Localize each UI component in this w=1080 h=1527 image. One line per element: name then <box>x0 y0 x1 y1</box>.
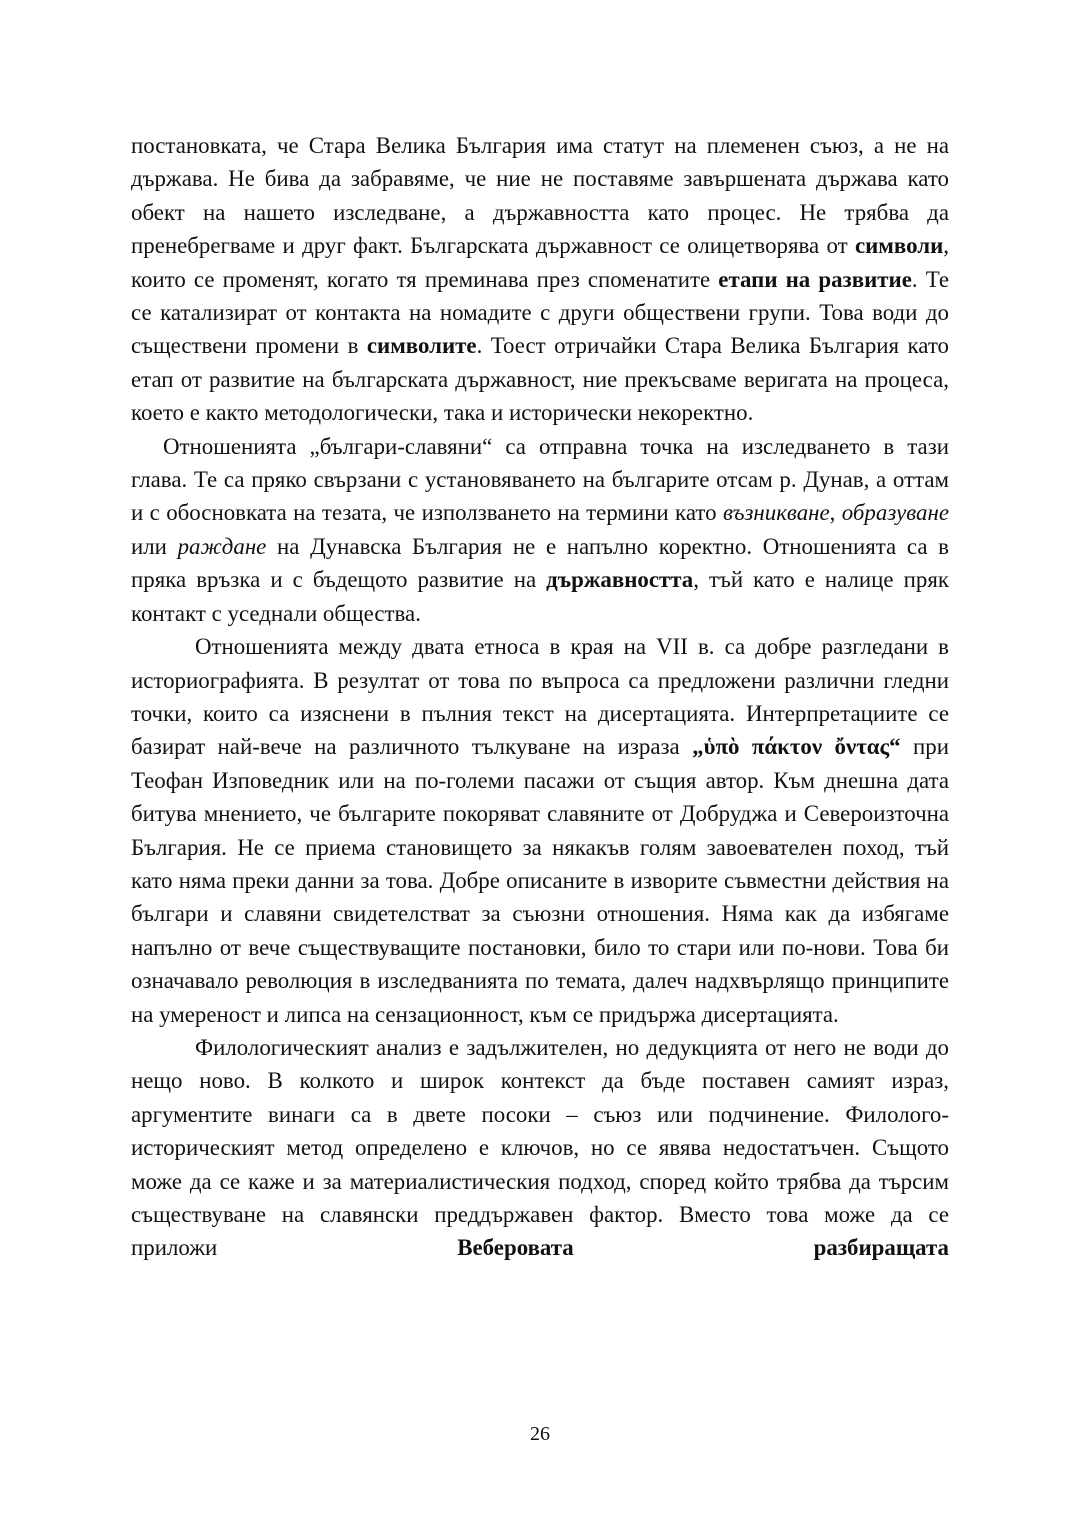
text-run: . Те се катализират от контакта на номадите с други обществени групи. Това води до съществени промени в <box>131 266 949 359</box>
bold-term: символи <box>854 233 944 259</box>
text-run: . Тоест отричайки Стара Велика България като етап от развитие на българската държавност, ние прекъсваме веригата на процеса, което е както методологически, така и исторически некоректно. <box>131 333 949 426</box>
text-run: , които се променят, когато тя преминава през споменатите <box>131 233 949 292</box>
text-run: на Дунавска България не е напълно коректно. Отношенията са в пряка връзка и с бъдещото развитие на <box>131 533 949 593</box>
page-number: 26 <box>530 1423 550 1445</box>
paragraph <box>131 430 949 630</box>
text-run: при Теофан Изповедник или на по-големи пасажи от същия автор. Към днешна дата битува мнението, че българите покоряват славяните от Добруджа и Североизточна България. Не се приема становището за някакъв голям завоевателен поход, тъй като няма преки данни за това. Добре описаните в изворите съвместни действия на българи и славяни свидетелстват за съюзни отношения. Няма как да избягаме напълно от вече съществуващите постановки, било то стари или по-нови. Това би означавало революция в изследванията по темата, далеч надхвърлящо принципите на умереност и липса на сензационност, към се придържа дисертацията. <box>131 734 949 1027</box>
text-run: Филологическият анализ е задължителен, но дедукцията от него не води до нещо ново. В колкото и широк контекст да бъде поставен самият израз, аргументите винаги са в двете посоки – съюз или подчинение. Филолого-историческият метод определено е ключов, но се явява недостатъчен. Същото може да се каже и за материалистическия подход, според който трябва да търсим съществуване на славянски преддържавен фактор. Вместо това може да се приложи <box>131 1034 949 1261</box>
text-run: , <box>829 500 842 526</box>
text-run: или <box>131 533 178 559</box>
italic-term: възникване <box>722 500 830 526</box>
text-run: постановката, че Стара Велика България има статут на племенен съюз, а не на държава. Не бива да забравяме, че ние не поставяме завършената държава като обект на нашето изследване, а държавността като процес. Не трябва да пренебрегваме и друг факт. Българската държавност се олицетворява от <box>131 133 949 259</box>
italic-term: образуване <box>841 500 950 526</box>
body-text <box>131 129 949 1265</box>
text-run: , тъй като е налице пряк контакт с уседнали общества. <box>131 567 949 626</box>
bold-term: Веберовата разбиращата <box>457 1235 949 1261</box>
text-run: Отношенията между двата етноса в края на VII в. са добре разгледани в историографията. В резултат от това по въпроса са предложени различни гледни точки, които са изяснени в пълния текст на дисертацията. Интерпретациите се базират най-вече на различното тълкуване на израза <box>131 634 949 760</box>
bold-term: символите <box>366 333 477 359</box>
bold-term: етапи на развитие <box>718 266 912 292</box>
italic-term: раждане <box>177 533 267 559</box>
bold-term: „ὑπὸ πάκτον ὄντας“ <box>692 734 901 760</box>
text-run: Отношенията „българи-славяни“ са отправна точка на изследването в тази глава. Те са пряко свързани с установяването на българите отсам р. Дунав, а оттам и с обосновката на тезата, че използването на термини като <box>131 433 949 526</box>
paragraph <box>131 630 949 1031</box>
paragraph <box>131 1031 949 1265</box>
bold-term: държавността <box>546 567 694 593</box>
paragraph <box>131 129 949 430</box>
